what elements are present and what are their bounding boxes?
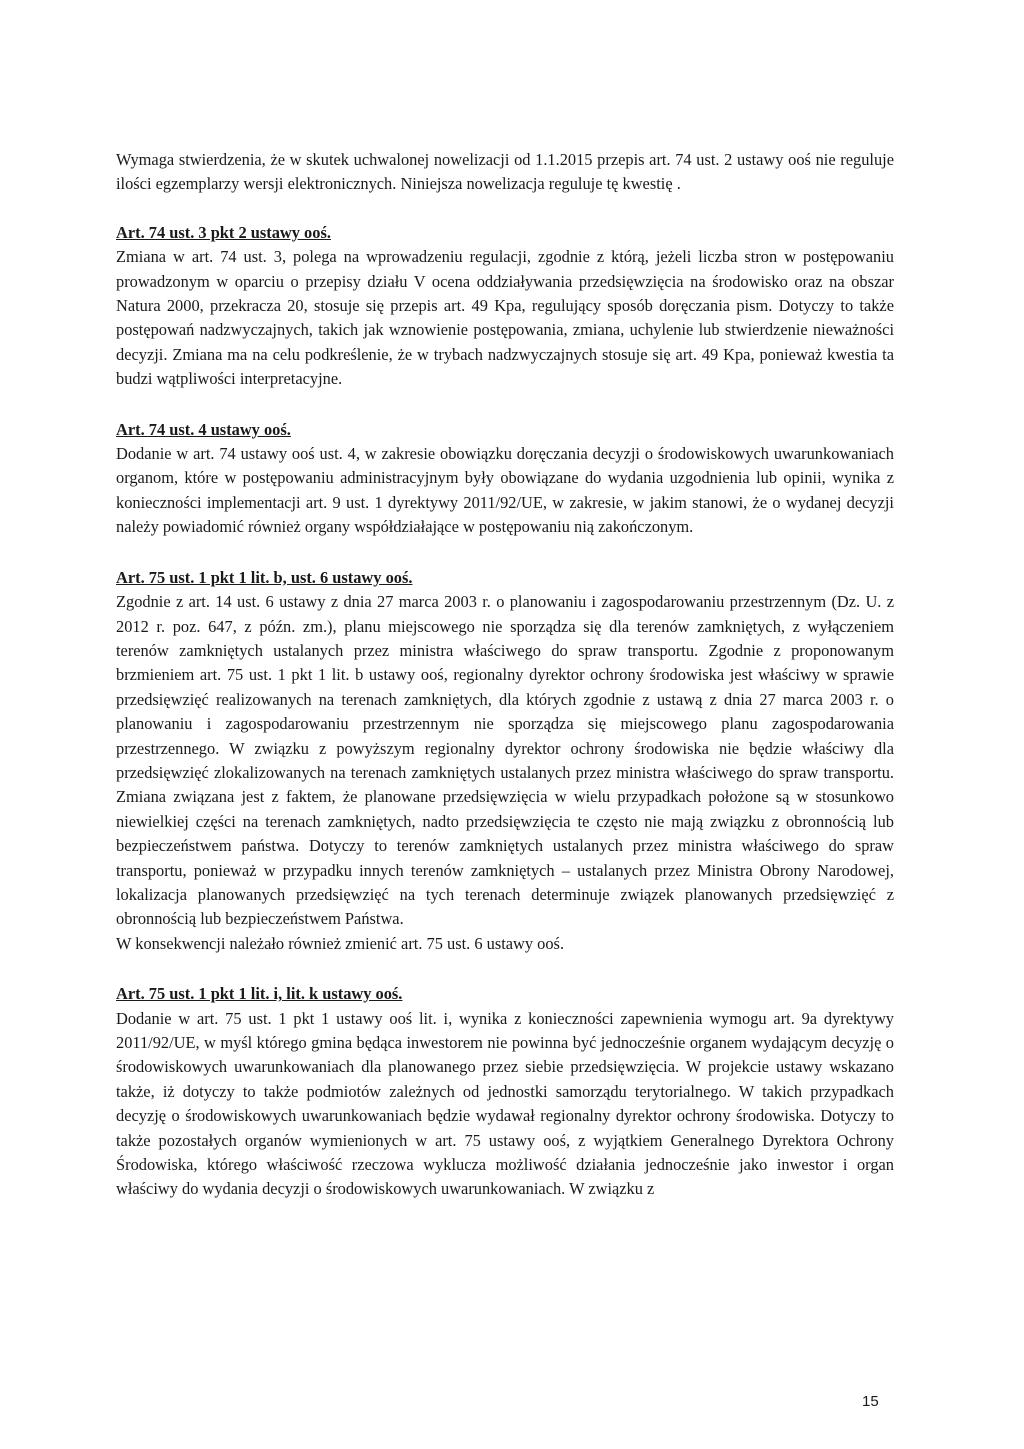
intro-paragraph: Wymaga stwierdzenia, że w skutek uchwalonej nowelizacji od 1.1.2015 przepis art. 74 ust. 2 ustawy ooś nie reguluje ilości egzemplarzy wersji elektronicznych. Niniejsza nowelizacja reguluje tę kwestię .: [116, 150, 894, 194]
spacer: [116, 392, 894, 418]
spacer: [116, 197, 894, 221]
section-art-74-ust-4: [116, 418, 894, 540]
section-paragraph: Zmiana w art. 74 ust. 3, polega na wprowadzeniu regulacji, zgodnie z którą, jeżeli liczba stron w postępowaniu prowadzonym w oparciu o przepisy działu V ocena oddziaływania przedsięwzięcia na środowisko oraz na obszar Natura 2000, przekracza 20, stosuje się przepis art. 49 Kpa, regulujący sposób doręczania pism. Dotyczy to także postępowań nadzwyczajnych, takich jak wznowienie postępowania, zmiana, uchylenie lub stwierdzenie nieważności decyzji. Zmiana ma na celu podkreślenie, że w trybach nadzwyczajnych stosuje się art. 49 Kpa, ponieważ kwestia ta budzi wątpliwości interpretacyjne.: [116, 247, 894, 389]
section-paragraph: W konsekwencji należało również zmienić art. 75 ust. 6 ustawy ooś.: [116, 933, 565, 953]
section-heading: Art. 75 ust. 1 pkt 1 lit. i, lit. k ustawy ooś.: [116, 984, 403, 1004]
page-number: 15: [862, 1393, 879, 1410]
section-art-74-ust-3: [116, 221, 894, 392]
section-art-75-lit-b: [116, 566, 894, 957]
section-heading: Art. 74 ust. 4 ustawy ooś.: [116, 419, 291, 439]
section-heading: Art. 74 ust. 3 pkt 2 ustawy ooś.: [116, 222, 331, 242]
section-art-75-lit-i-k: [116, 982, 894, 1202]
section-heading: Art. 75 ust. 1 pkt 1 lit. b, ust. 6 ustawy ooś.: [116, 567, 413, 587]
section-paragraph: Dodanie w art. 75 ust. 1 pkt 1 ustawy ooś lit. i, wynika z konieczności zapewnienia wymogu art. 9a dyrektywy 2011/92/UE, w myśl którego gmina będąca inwestorem nie powinna być jednocześnie organem wydającym decyzję o środowiskowych uwarunkowaniach dla planowanego przez siebie przedsięwzięcia. W projekcie ustawy wskazano także, iż dotyczy to także podmiotów zależnych od jednostki samorządu terytorialnego. W takich przypadkach decyzję o środowiskowych uwarunkowaniach będzie wydawał regionalny dyrektor ochrony środowiska. Dotyczy to także pozostałych organów wymienionych w art. 75 ustawy ooś, z wyjątkiem Generalnego Dyrektora Ochrony Środowiska, którego właściwość rzeczowa wyklucza możliwość działania jednocześnie jako inwestor i organ właściwy do wydania decyzji o środowiskowych uwarunkowaniach. W związku z: [116, 1008, 894, 1199]
document-page: [116, 148, 894, 1202]
section-paragraph: Dodanie w art. 74 ustawy ooś ust. 4, w zakresie obowiązku doręczania decyzji o środowiskowych uwarunkowaniach organom, które w postępowaniu administracyjnym były obowiązane do wydania uzgodnienia lub opinii, wynika z konieczności implementacji art. 9 ust. 1 dyrektywy 2011/92/UE, w zakresie, w jakim stanowi, że o wydanej decyzji należy powiadomić również organy współdziałające w postępowaniu nią zakończonym.: [116, 444, 894, 537]
section-paragraph: Zgodnie z art. 14 ust. 6 ustawy z dnia 27 marca 2003 r. o planowaniu i zagospodarowaniu przestrzennym (Dz. U. z 2012 r. poz. 647, z późn. zm.), planu miejscowego nie sporządza się dla terenów zamkniętych, z wyłączeniem terenów zamkniętych ustalanych przez ministra właściwego do spraw transportu. Zgodnie z proponowanym brzmieniem art. 75 ust. 1 pkt 1 lit. b ustawy ooś, regionalny dyrektor ochrony środowiska jest właściwy w sprawie przedsięwzięć realizowanych na terenach zamkniętych, dla których zgodnie z ustawą z dnia 27 marca 2003 r. o planowaniu i zagospodarowaniu przestrzennym nie sporządza się miejscowego planu zagospodarowania przestrzennego. W związku z powyższym regionalny dyrektor ochrony środowiska nie będzie właściwy dla przedsięwzięć zlokalizowanych na terenach zamkniętych ustalanych przez ministra właściwego do spraw transportu. Zmiana związana jest z faktem, że planowane przedsięwzięcia w wielu przypadkach położone są w stosunkowo niewielkiej części na terenach zamkniętych, nadto przedsięwzięcia te często nie mają związku z obronnością lub bezpieczeństwem państwa. Dotyczy to terenów zamkniętych ustalanych przez ministra właściwego do spraw transportu, ponieważ w przypadku innych terenów zamkniętych – ustalanych przez Ministra Obrony Narodowej, lokalizacja planowanych przedsięwzięć na tych terenach determinuje związek planowanych przedsięwzięć z obronnością lub bezpieczeństwem Państwa.: [116, 592, 894, 929]
spacer: [116, 540, 894, 566]
spacer: [116, 956, 894, 982]
